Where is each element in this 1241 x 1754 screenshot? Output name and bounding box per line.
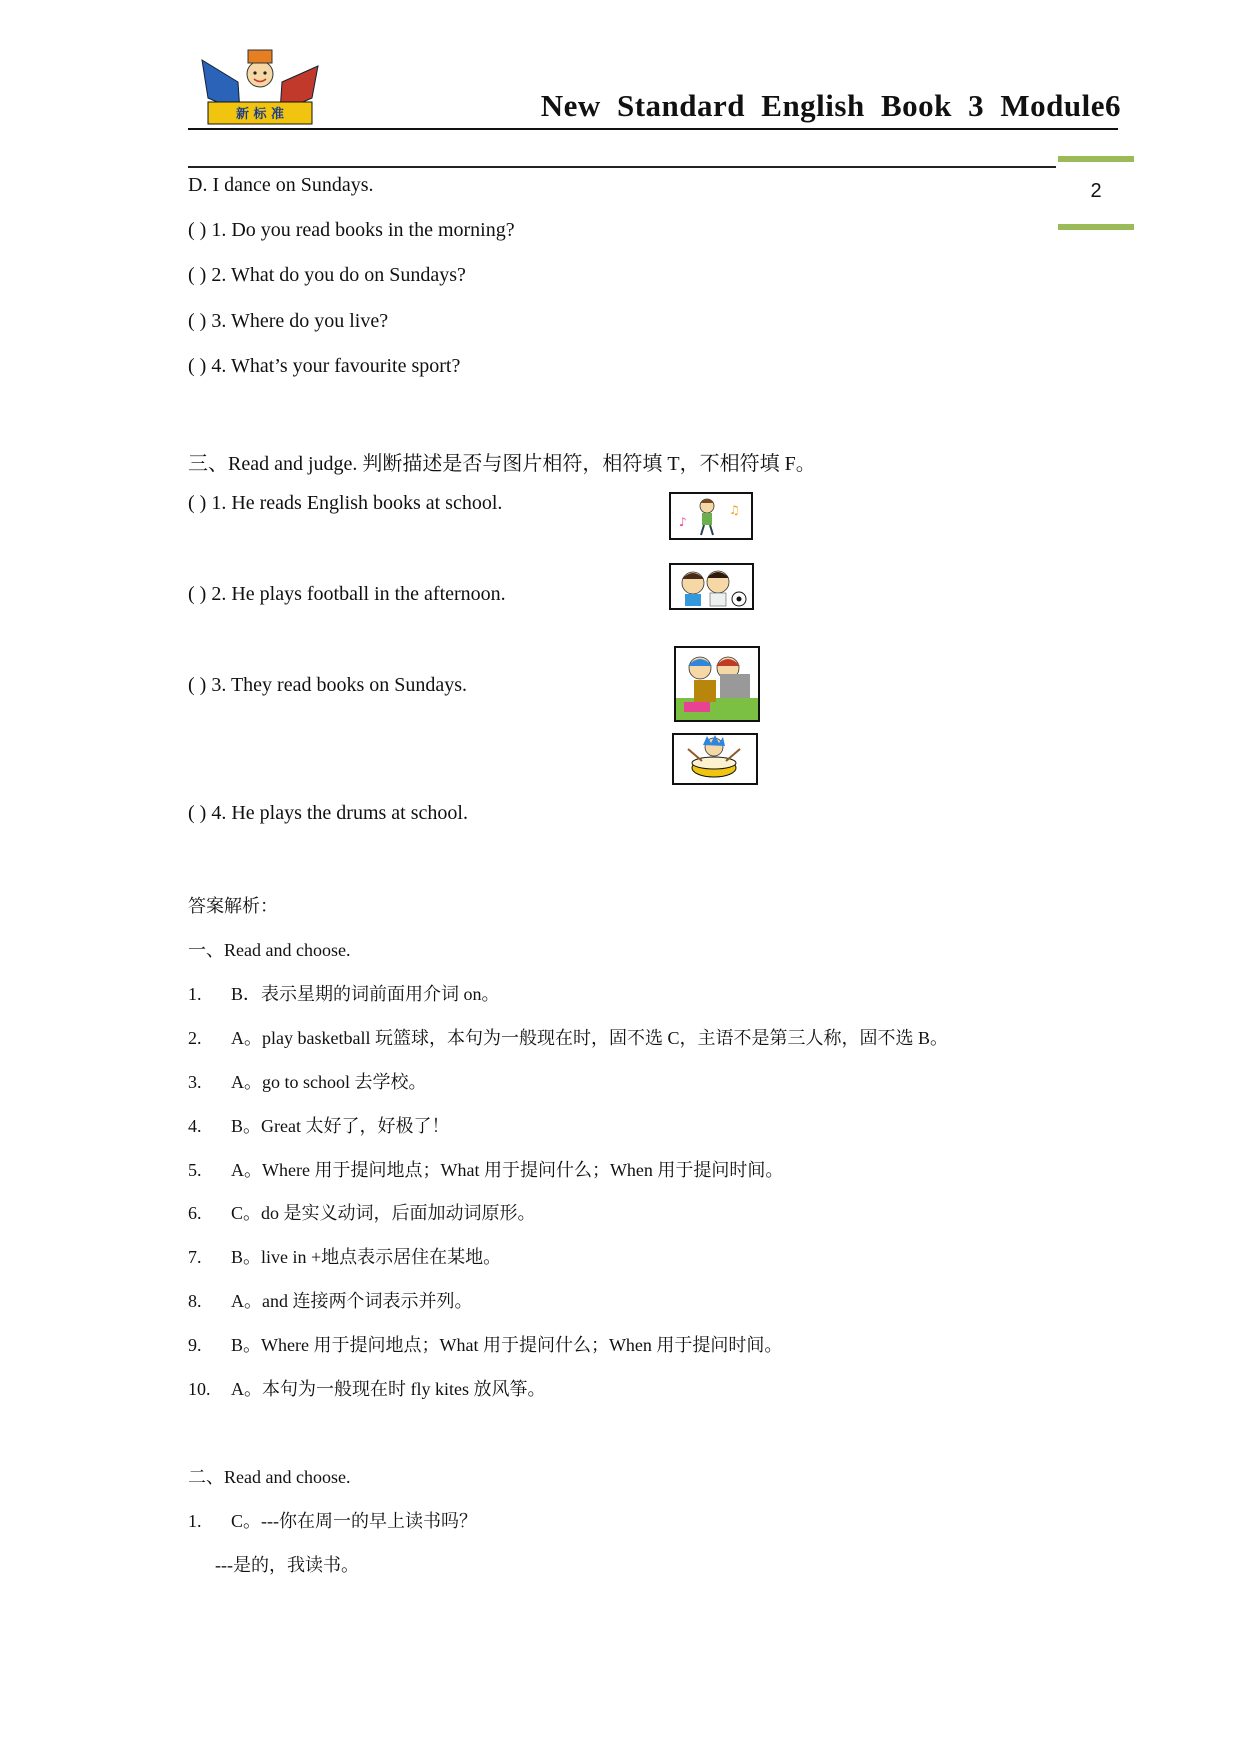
answer-row — [188, 1068, 427, 1094]
answer-row — [188, 1331, 782, 1357]
answer-text: B．表示星期的词前面用介词 on。 — [231, 984, 500, 1004]
svg-text:♪: ♪ — [679, 515, 687, 529]
answer-row — [188, 1375, 546, 1401]
answers-heading: 答案解析： — [188, 896, 278, 916]
answer-row — [188, 1507, 477, 1533]
answer-num: 7. — [188, 1247, 202, 1267]
answer-num: 10. — [188, 1379, 211, 1399]
answer-num: 3. — [188, 1072, 202, 1092]
answer-num: 1. — [188, 1511, 202, 1531]
answer-text: A。go to school 去学校。 — [231, 1072, 427, 1092]
answer-text: C。---你在周一的早上读书吗？ — [231, 1511, 477, 1531]
answer-text: C。do 是实义动词，后面加动词原形。 — [231, 1203, 536, 1223]
answers-part1-title: 一、Read and choose. — [188, 940, 351, 960]
matching-question-4: ( ) 4. What’s your favourite sport? — [188, 355, 461, 377]
answer-row — [188, 1024, 948, 1050]
answer-continuation: ---是的，我读书。 — [215, 1555, 359, 1575]
section3-title: 三、Read and judge. 判断描述是否与图片相符，相符填 T，不相符填 F。 — [188, 453, 816, 475]
answer-num: 4. — [188, 1116, 202, 1136]
answer-text: A。play basketball 玩篮球，本句为一般现在时，固不选 C，主语不是第三人称，固不选 B。 — [231, 1028, 948, 1048]
answer-text: B。Great 太好了，好极了！ — [231, 1116, 450, 1136]
judge-item-1: ( ) 1. He reads English books at school. — [188, 492, 503, 514]
content-divider — [188, 166, 1056, 168]
judge-item-3: ( ) 3. They read books on Sundays. — [188, 674, 468, 696]
answer-num: 6. — [188, 1203, 202, 1223]
answer-row — [188, 1243, 501, 1269]
page-number: 2 — [1090, 180, 1102, 202]
boy-music-picture — [669, 492, 753, 540]
matching-question-1: ( ) 1. Do you read books in the morning? — [188, 219, 515, 241]
document-title: New Standard English Book 3 Module6 — [540, 88, 1121, 123]
boy-drums-picture — [672, 733, 758, 785]
judge-item-4: ( ) 4. He plays the drums at school. — [188, 802, 468, 824]
page-number-bar-top — [1058, 156, 1134, 162]
option-d: D. I dance on Sundays. — [188, 174, 374, 196]
answer-num: 8. — [188, 1291, 202, 1311]
answers-part2-title: 二、Read and choose. — [188, 1467, 351, 1487]
answer-num: 9. — [188, 1335, 202, 1355]
header-divider — [188, 128, 1118, 130]
answer-row — [188, 1287, 473, 1313]
textbook-logo — [200, 46, 320, 126]
answer-text: A。and 连接两个词表示并列。 — [231, 1291, 473, 1311]
matching-question-2: ( ) 2. What do you do on Sundays? — [188, 264, 466, 286]
answer-num: 2. — [188, 1028, 202, 1048]
matching-question-3: ( ) 3. Where do you live? — [188, 310, 389, 332]
answer-row — [188, 1112, 449, 1138]
answer-row — [188, 980, 500, 1006]
judge-item-2: ( ) 2. He plays football in the afternoon. — [188, 583, 506, 605]
answer-row — [188, 1199, 536, 1225]
answer-row — [188, 1156, 783, 1182]
answer-text: A。本句为一般现在时 fly kites 放风筝。 — [231, 1379, 546, 1399]
answer-text: B。Where 用于提问地点；What 用于提问什么；When 用于提问时间。 — [231, 1335, 783, 1355]
svg-text:新 标 准: 新 标 准 — [235, 107, 285, 122]
answer-num: 5. — [188, 1160, 202, 1180]
answer-text: A。Where 用于提问地点；What 用于提问什么；When 用于提问时间。 — [231, 1160, 784, 1180]
children-reading-picture — [674, 646, 760, 722]
answer-text: B。live in +地点表示居住在某地。 — [231, 1247, 502, 1267]
page-number-bar-bottom — [1058, 224, 1134, 230]
answer-num: 1. — [188, 984, 202, 1004]
boys-football-picture — [669, 563, 754, 610]
svg-text:♫: ♫ — [729, 503, 740, 517]
